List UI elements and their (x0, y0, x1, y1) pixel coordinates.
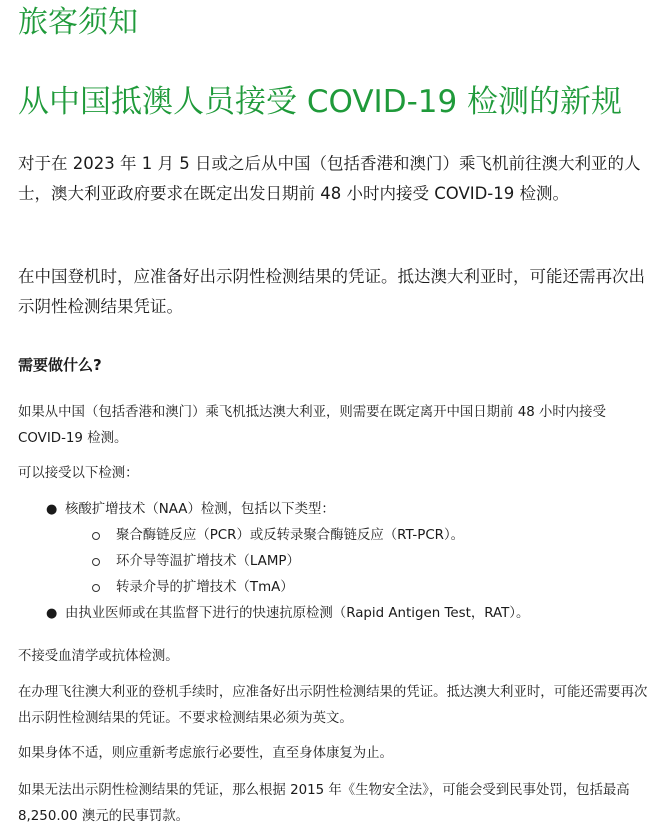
list-item-label: 由执业医师或在其监督下进行的快速抗原检测（Rapid Antigen Test，RAT）。 (65, 606, 530, 621)
bullet-icon: ● (46, 502, 58, 517)
sub-list-item-label: 环介导等温扩增技术（LAMP） (116, 554, 300, 569)
bullet-icon: ● (46, 606, 58, 621)
section-heading: 需要做什么? (18, 356, 102, 374)
body-paragraph-3: 不接受血清学或抗体检测。 (18, 649, 179, 664)
list-item (18, 601, 658, 627)
list-item-label: 核酸扩增技术（NAA）检测，包括以下类型： (65, 502, 335, 517)
body-paragraph-1: 如果从中国（包括香港和澳门）乘飞机抵达澳大利亚，则需要在既定离开中国日期前 48 小时内接受 COVID-19 检测。 (18, 405, 606, 446)
lead-paragraph-2: 在中国登机时，应准备好出示阴性检测结果的凭证。抵达澳大利亚时，可能还需再次出示阴性检测结果凭证。 (18, 267, 645, 316)
sub-list-item (18, 549, 658, 575)
circle-bullet-icon (92, 532, 100, 540)
body-paragraph-4: 在办理飞往澳大利亚的登机手续时，应准备好出示阴性检测结果的凭证。抵达澳大利亚时，可能还需要再次出示阴性检测结果的凭证。不要求检测结果必须为英文。 (18, 685, 648, 726)
circle-bullet-icon (92, 584, 100, 592)
body-paragraph-5: 如果身体不适，则应重新考虑旅行必要性，直至身体康复为止。 (18, 746, 393, 761)
sub-list-item-label: 转录介导的扩增技术（TmA） (116, 580, 294, 595)
sub-list-item (18, 575, 658, 601)
list-item (18, 497, 658, 601)
document-kicker: 旅客须知 (18, 5, 138, 40)
circle-bullet-icon (92, 558, 100, 566)
sub-list-item (18, 523, 658, 549)
naa-subtypes-list (65, 523, 658, 601)
body-paragraph-2: 可以接受以下检测： (18, 466, 139, 481)
lead-paragraph-1: 对于在 2023 年 1 月 5 日或之后从中国（包括香港和澳门）乘飞机前往澳大利亚的人士，澳大利亚政府要求在既定出发日期前 48 小时内接受 COVID-19 检测。 (18, 154, 641, 203)
sub-list-item-label: 聚合酶链反应（PCR）或反转录聚合酶链反应（RT-PCR）。 (116, 528, 465, 543)
body-paragraph-6: 如果无法出示阴性检测结果的凭证，那么根据 2015 年《生物安全法》，可能会受到民事处罚，包括最高 8,250.00 澳元的民事罚款。 (18, 783, 630, 824)
accepted-tests-list (18, 497, 658, 627)
document-title: 从中国抵澳人员接受 COVID-19 检测的新规 (18, 84, 623, 120)
